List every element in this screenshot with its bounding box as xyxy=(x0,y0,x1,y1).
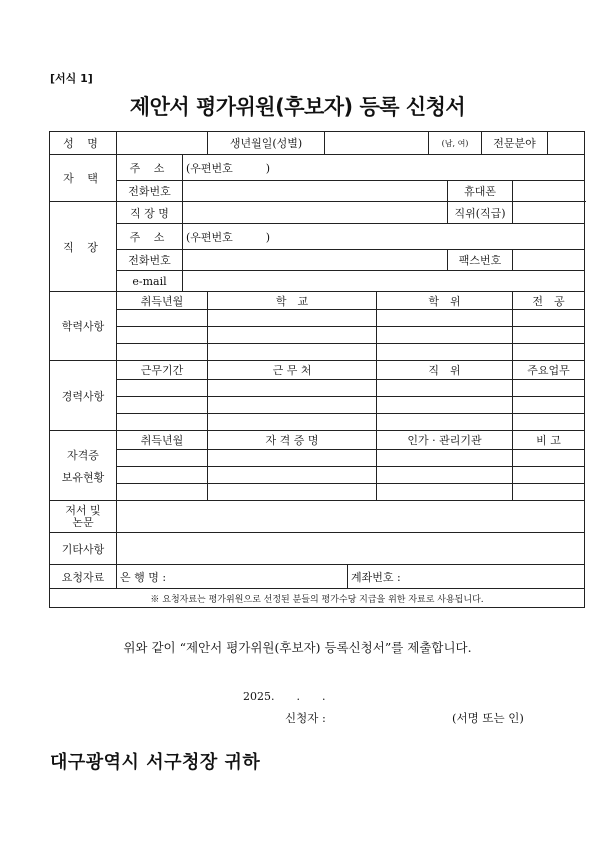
work-phone-field[interactable] xyxy=(183,250,448,271)
career-cell[interactable] xyxy=(208,380,377,397)
career-cell[interactable] xyxy=(117,380,208,397)
career-cell[interactable] xyxy=(513,397,585,414)
position-field[interactable] xyxy=(513,202,585,224)
education-cell[interactable] xyxy=(377,310,513,327)
email-label: e-mail xyxy=(117,271,183,292)
home-address-field[interactable]: (우편번호 ) xyxy=(183,155,585,181)
certificate-cell[interactable] xyxy=(208,467,377,484)
certificate-cell[interactable] xyxy=(513,484,585,501)
career-cell[interactable] xyxy=(208,397,377,414)
home-address-label: 주 소 xyxy=(117,155,183,181)
request-label: 요청자료 xyxy=(50,565,117,589)
field-value[interactable] xyxy=(548,132,585,155)
education-cell[interactable] xyxy=(513,327,585,344)
name-field[interactable] xyxy=(117,132,208,155)
certificate-cell[interactable] xyxy=(117,467,208,484)
submission-date[interactable]: 2025. . . xyxy=(243,690,326,703)
education-header-school: 학 교 xyxy=(208,292,377,310)
career-cell[interactable] xyxy=(208,414,377,431)
form-title: 제안서 평가위원(후보자) 등록 신청서 xyxy=(129,95,466,119)
work-address-field[interactable]: (우편번호 ) xyxy=(183,224,585,250)
fax-label: 팩스번호 xyxy=(448,250,513,271)
certificate-cell[interactable] xyxy=(377,484,513,501)
mobile-label: 휴대폰 xyxy=(448,181,513,202)
certificate-cell[interactable] xyxy=(377,467,513,484)
home-phone-label: 전화번호 xyxy=(117,181,183,202)
certificate-header-date: 취득년월 xyxy=(117,431,208,450)
bank-name-label[interactable]: 은 행 명 : xyxy=(117,565,348,589)
certificate-label: 자격증 보유현황 xyxy=(50,431,117,501)
education-cell[interactable] xyxy=(117,327,208,344)
career-cell[interactable] xyxy=(377,380,513,397)
etc-field[interactable] xyxy=(117,533,585,565)
education-header-degree: 학 위 xyxy=(377,292,513,310)
birth-label: 생년월일(성별) xyxy=(208,132,325,155)
workplace-field[interactable] xyxy=(183,202,448,224)
form-number: [서식 1] xyxy=(50,72,93,85)
birth-field[interactable] xyxy=(325,132,429,155)
recipient: 대구광역시 서구청장 귀하 xyxy=(50,752,261,773)
career-header-duties: 주요업무 xyxy=(513,361,585,380)
career-cell[interactable] xyxy=(117,414,208,431)
papers-field[interactable] xyxy=(117,501,585,533)
education-cell[interactable] xyxy=(208,310,377,327)
career-cell[interactable] xyxy=(513,414,585,431)
certificate-cell[interactable] xyxy=(208,450,377,467)
career-header-position: 직 위 xyxy=(377,361,513,380)
papers-label: 저서 및 논문 xyxy=(50,501,117,533)
career-header-period: 근무기간 xyxy=(117,361,208,380)
education-cell[interactable] xyxy=(208,327,377,344)
workplace-label: 직 장 명 xyxy=(117,202,183,224)
education-cell[interactable] xyxy=(117,310,208,327)
education-cell[interactable] xyxy=(513,310,585,327)
career-cell[interactable] xyxy=(513,380,585,397)
work-label: 직 장 xyxy=(50,202,117,292)
certificate-cell[interactable] xyxy=(117,450,208,467)
education-header-major: 전 공 xyxy=(513,292,585,310)
position-label: 직위(직급) xyxy=(448,202,513,224)
certificate-header-issuer: 인가 · 관리기관 xyxy=(377,431,513,450)
certificate-header-remarks: 비 고 xyxy=(513,431,585,450)
education-cell[interactable] xyxy=(117,344,208,361)
certificate-cell[interactable] xyxy=(377,450,513,467)
work-address-label: 주 소 xyxy=(117,224,183,250)
home-phone-field[interactable] xyxy=(183,181,448,202)
email-field[interactable] xyxy=(183,271,585,292)
career-header-workplace: 근 무 처 xyxy=(208,361,377,380)
education-cell[interactable] xyxy=(513,344,585,361)
mobile-field[interactable] xyxy=(513,181,585,202)
certificate-cell[interactable] xyxy=(513,467,585,484)
certificate-header-name: 자 격 증 명 xyxy=(208,431,377,450)
education-cell[interactable] xyxy=(377,344,513,361)
education-cell[interactable] xyxy=(208,344,377,361)
submission-statement: 위와 같이 “제안서 평가위원(후보자) 등록신청서”를 제출합니다. xyxy=(123,640,472,655)
certificate-cell[interactable] xyxy=(117,484,208,501)
education-header-date: 취득년월 xyxy=(117,292,208,310)
education-label: 학력사항 xyxy=(50,292,117,361)
registration-form-table xyxy=(49,131,585,608)
career-cell[interactable] xyxy=(377,397,513,414)
career-cell[interactable] xyxy=(377,414,513,431)
applicant-label[interactable]: 신청자 : xyxy=(285,711,326,725)
name-label: 성 명 xyxy=(50,132,117,155)
etc-label: 기타사항 xyxy=(50,533,117,565)
home-label: 자 택 xyxy=(50,155,117,202)
certificate-cell[interactable] xyxy=(513,450,585,467)
gender-hint: (남, 여) xyxy=(429,132,482,155)
work-phone-label: 전화번호 xyxy=(117,250,183,271)
field-label: 전문분야 xyxy=(482,132,548,155)
education-cell[interactable] xyxy=(377,327,513,344)
account-number-label[interactable]: 계좌번호 : xyxy=(348,565,585,589)
career-label: 경력사항 xyxy=(50,361,117,431)
fax-field[interactable] xyxy=(513,250,585,271)
request-note: ※ 요청자료는 평가위원으로 선정된 분들의 평가수당 지급을 위한 자료로 사용됩니다. xyxy=(50,589,585,608)
career-cell[interactable] xyxy=(117,397,208,414)
certificate-cell[interactable] xyxy=(208,484,377,501)
signature-label: (서명 또는 인) xyxy=(452,711,524,725)
